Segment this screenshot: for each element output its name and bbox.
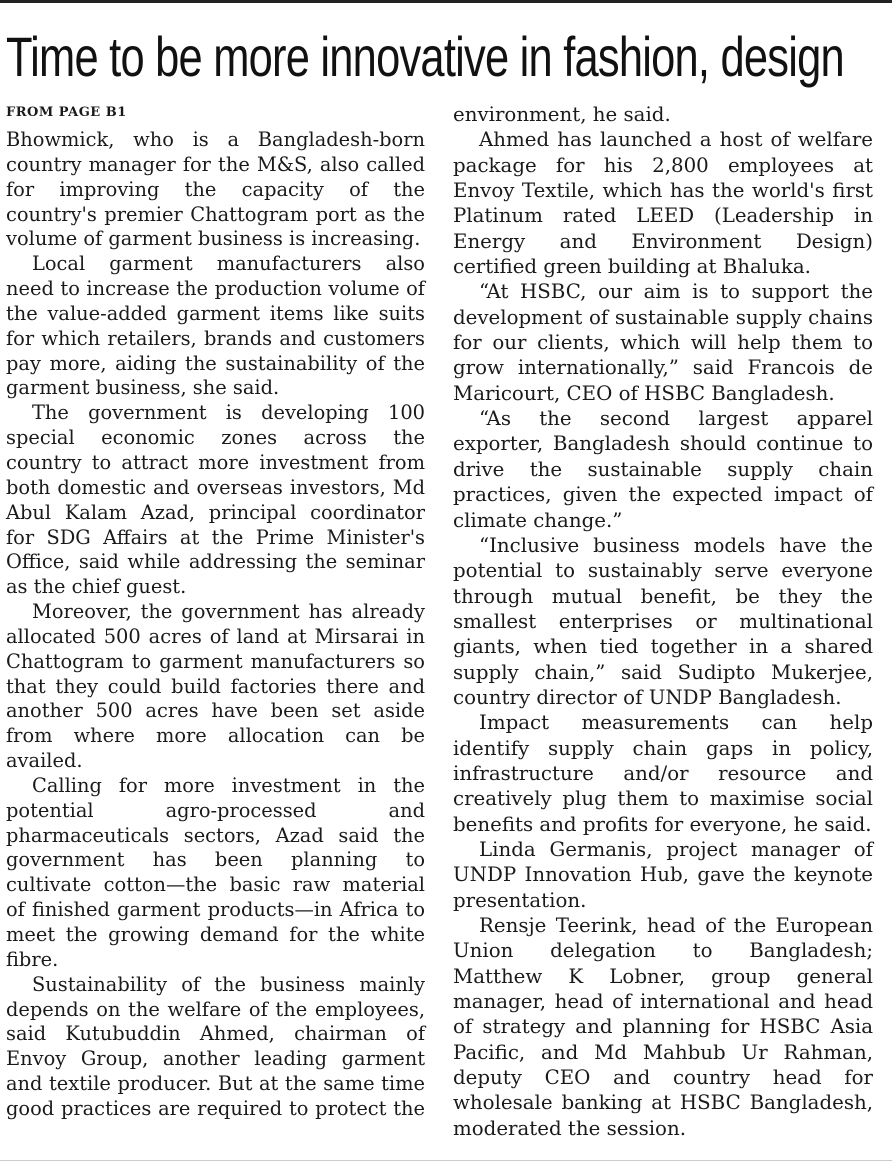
paragraph: Linda Germanis, project manager of UNDP Innovation Hub, gave the keynote presentation. <box>453 837 873 912</box>
top-rule <box>0 0 892 3</box>
paragraph: “Inclusive business models have the potential to sustainably serve everyone through mutual benefit, be they the smallest enterprises or multinational giants, when tied together in a shared supply chain,” said Sudipto Mukerjee, country director of UNDP Bangladesh. <box>453 533 873 709</box>
paragraph: Rensje Teerink, head of the European Union delegation to Bangladesh; Matthew K Lobner, group general manager, head of international and head of strategy and planning for HSBC Asia Pacific, and Md Mahbub Ur Rahman, deputy CEO and country head for wholesale banking at HSBC Bangladesh, moderated the session. <box>453 914 873 1140</box>
article-column-left <box>6 100 425 1122</box>
paragraph: “At HSBC, our aim is to support the development of sustainable supply chains for our clients, which will help them to grow internationally,” said Francois de Maricourt, CEO of HSBC Bangladesh. <box>453 280 873 405</box>
paragraph: Bhowmick, who is a Bangladesh-born country manager for the M&S, also called for improving the capacity of the country's premier Chattogram port as the volume of garment business is increasing. <box>6 128 425 251</box>
headline: Time to be more innovative in fashion, design <box>6 25 844 88</box>
paragraph: Impact measurements can help identify supply chain gaps in policy, infrastructure and/or resource and creatively plug them to maximise social benefits and profits for everyone, he said. <box>453 711 873 836</box>
article-column-right <box>453 102 873 1141</box>
paragraph: The government is developing 100 special economic zones across the country to attract more investment from both domestic and overseas investors, Md Abul Kalam Azad, principal coordinator for SDG Affairs at the Prime Minister's Office, said while addressing the seminar as the chief guest. <box>6 401 425 599</box>
paragraph: Ahmed has launched a host of welfare package for his 2,800 employees at Envoy Textile, which has the world's first Platinum rated LEED (Leadership in Energy and Environment Design) certified green building at Bhaluka. <box>453 128 873 279</box>
paragraph: Sustainability of the business mainly depends on the welfare of the employees, said Kutubuddin Ahmed, chairman of Envoy Group, another leading garment and textile producer. But at the same time good practices are required to protect the <box>6 972 425 1120</box>
paragraph: environment, he said. <box>453 103 671 126</box>
paragraph: “As the second largest apparel exporter, Bangladesh should continue to drive the sustainable supply chain practices, given the expected impact of climate change.” <box>453 407 873 532</box>
paragraph: Moreover, the government has already allocated 500 acres of land at Mirsarai in Chattogram to garment manufacturers so that they could build factories there and another 500 acres have been set aside from where more allocation can be availed. <box>6 600 425 773</box>
jump-line: FROM PAGE B1 <box>6 105 127 120</box>
bottom-rule <box>0 1160 892 1161</box>
paragraph: Calling for more investment in the potential agro-processed and pharmaceuticals sectors, Azad said the government has been planning to cultivate cotton—the basic raw material of finished garment products—in Africa to meet the growing demand for the white fibre. <box>6 773 425 971</box>
paragraph: Local garment manufacturers also need to increase the production volume of the value-added garment items like suits for which retailers, brands and customers pay more, aiding the sustainability of the garment business, she said. <box>6 252 425 400</box>
